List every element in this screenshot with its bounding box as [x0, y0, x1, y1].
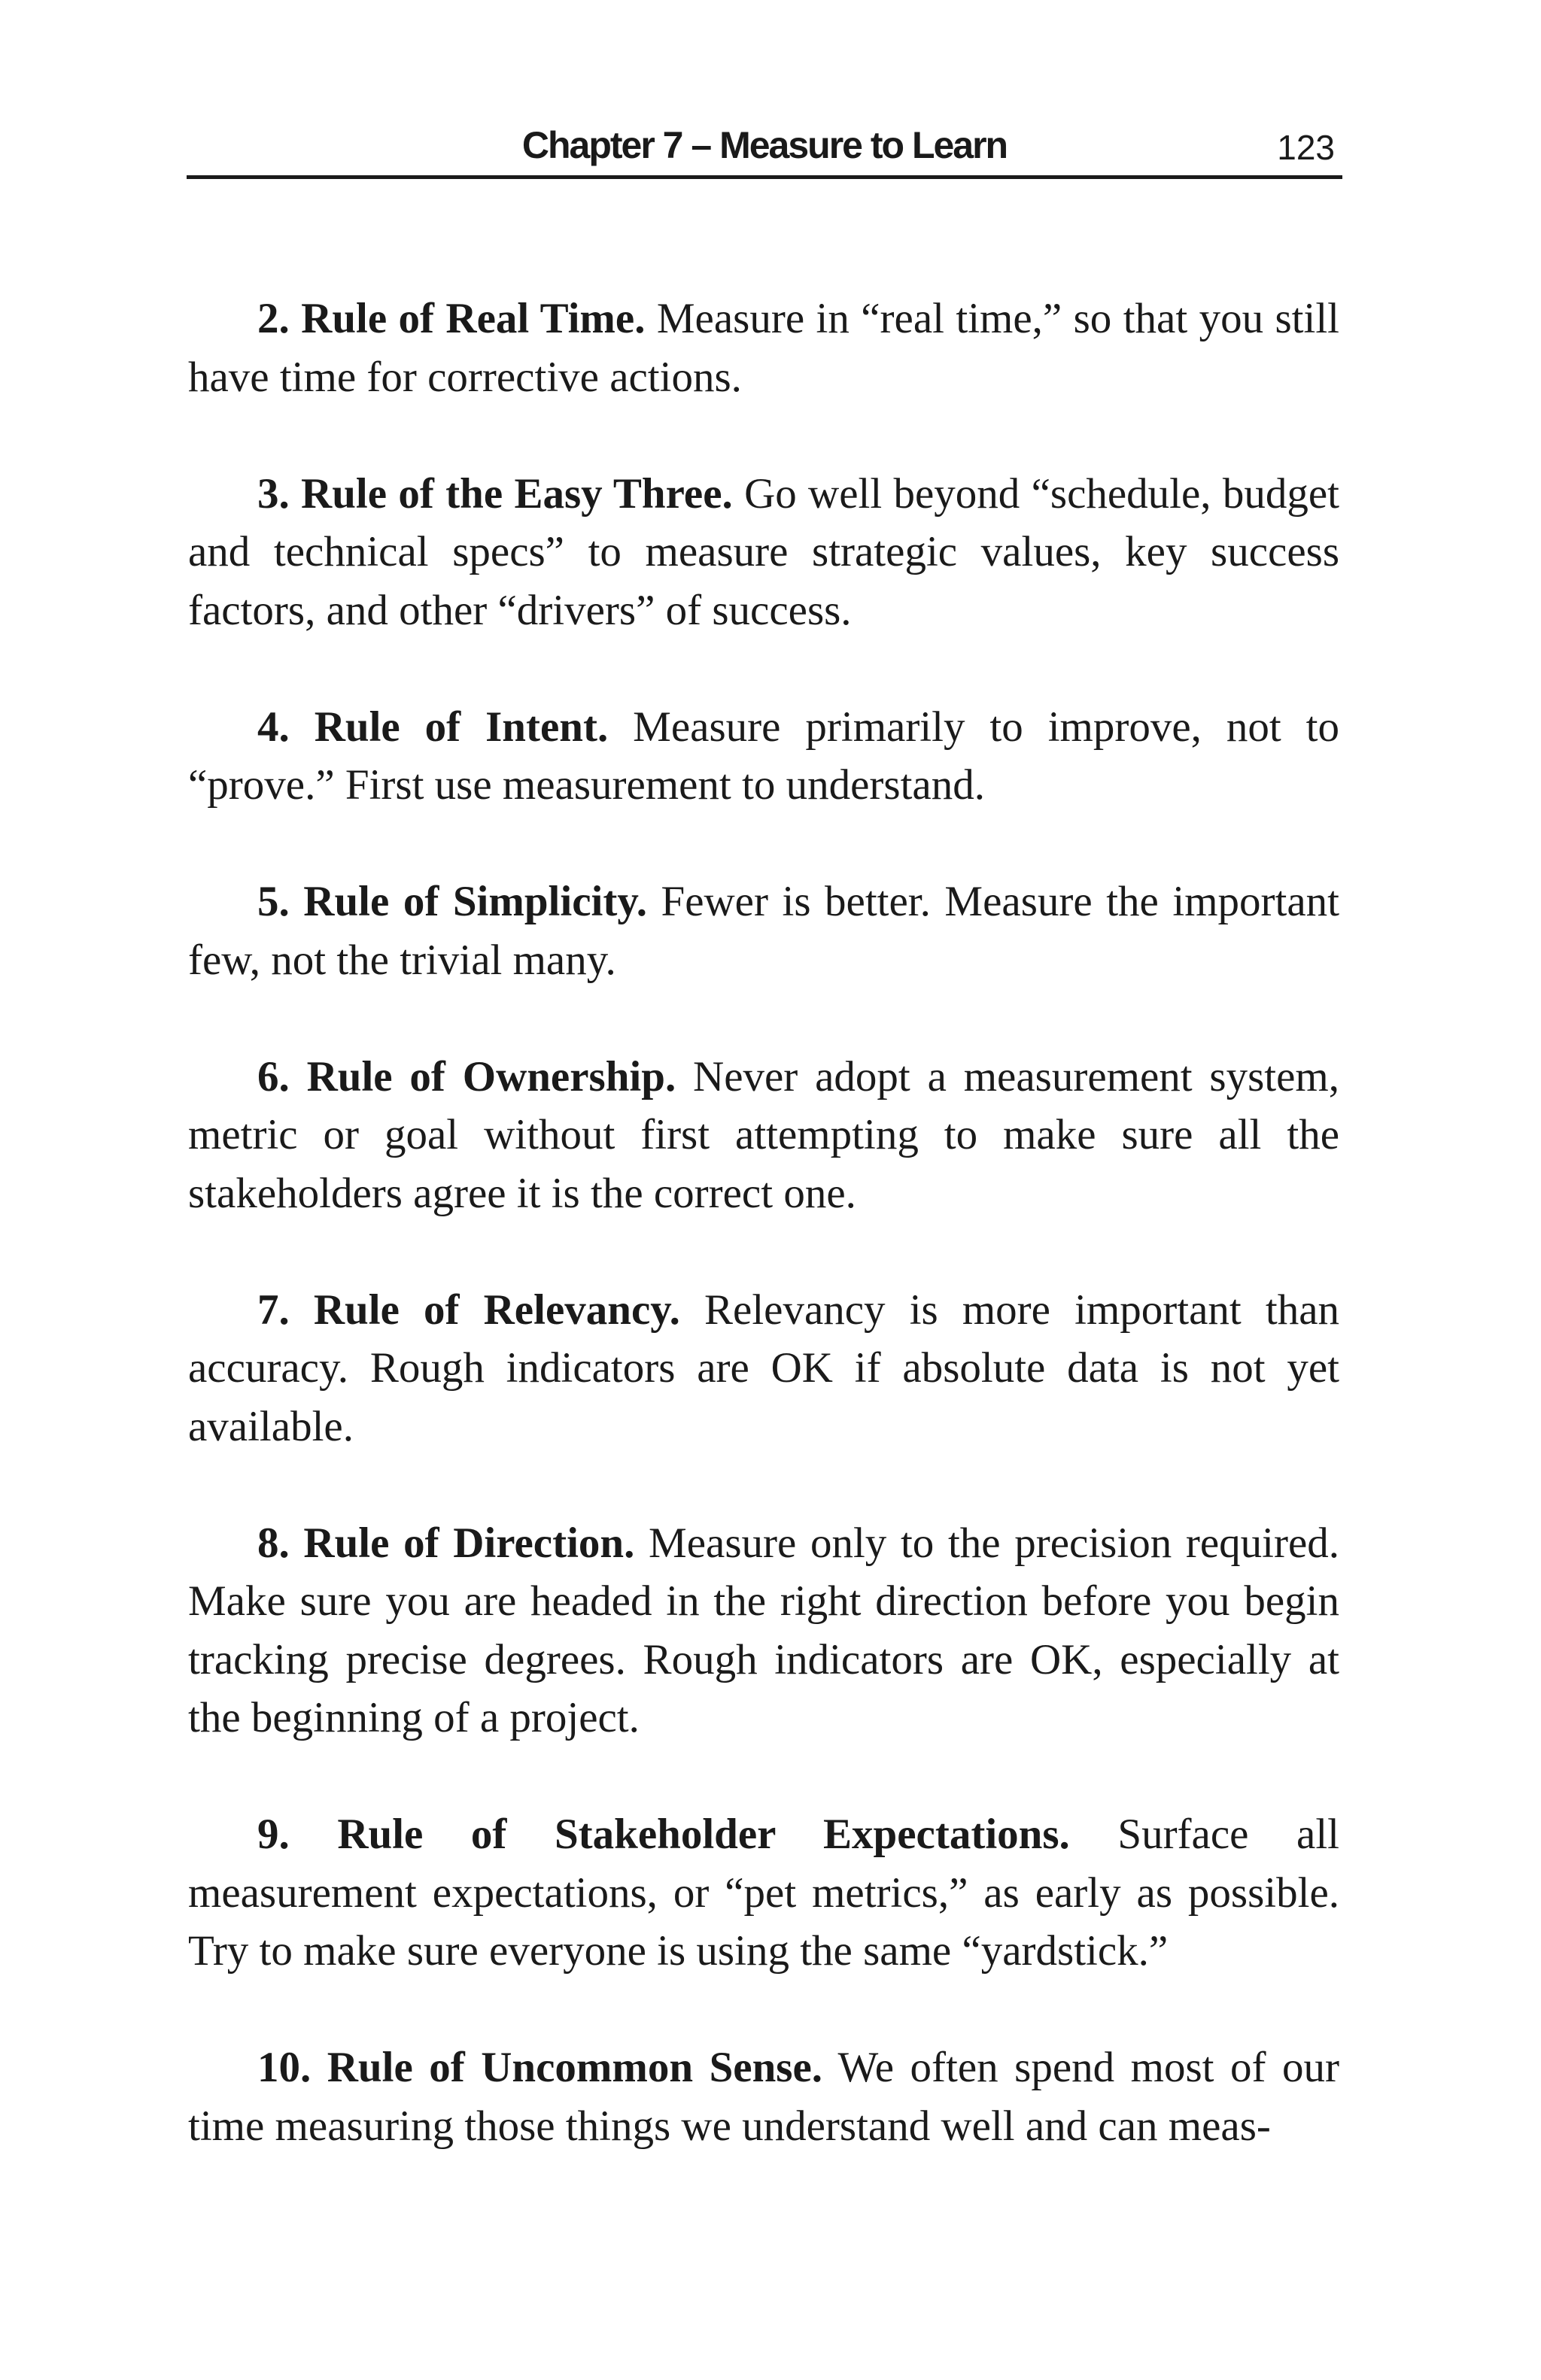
rule-text: Measure only to the precision required. Make sure you are headed in the right direction before you begin tracking precise degrees. Rough indicators are OK, especially at the beginning of a project. [188, 1519, 1340, 1741]
rule-text: Surface all measurement expectations, or “pet metrics,” as early as possible. Try to make sure everyone is using the same “yardstick.” [188, 1811, 1339, 1975]
rule-text: Measure primarily to improve, not to “prove.” First use measurement to understand. [188, 703, 1340, 809]
rule-heading: 9. Rule of Stakeholder Expectations. [257, 1811, 1070, 1858]
running-head [187, 119, 1342, 179]
rule-heading: 2. Rule of Real Time. [257, 295, 646, 342]
rule-text: Fewer is better. Measure the important few, not the trivial many. [188, 878, 1340, 984]
rule-heading: 3. Rule of the Easy Three. [257, 469, 733, 518]
rule-heading: 8. Rule of Direction. [257, 1519, 635, 1567]
chapter-title: Chapter 7 – Measure to Learn [521, 124, 1008, 166]
rule-text: Measure in “real time,” so that you still have time for corrective actions. [188, 295, 1340, 401]
rule-text: Relevancy is more important than accuracy. Rough indicators are OK if absolute data is not yet available. [188, 1286, 1340, 1450]
rule-heading: 6. Rule of Ownership. [257, 1052, 676, 1100]
rule-text: Never adopt a measurement system, metric or goal without first attempting to make sure all the stakeholders agree it is the correct one. [188, 1052, 1340, 1217]
rule-heading: 7. Rule of Relevancy. [257, 1286, 680, 1334]
body-text [188, 290, 1339, 2214]
rule-paragraph [188, 290, 1339, 406]
rule-text: Go well beyond “schedule, budget and technical specs” to measure strategic values, key success factors, and other “drivers” of success. [188, 469, 1340, 634]
rule-heading: 4. Rule of Intent. [257, 703, 609, 751]
rule-paragraph [188, 1805, 1339, 1981]
rule-paragraph [188, 1281, 1339, 1456]
rule-paragraph [188, 873, 1339, 989]
page-number: 123 [1277, 128, 1335, 167]
rule-text: We often spend most of our time measuring those things we understand well and can meas- [188, 2044, 1339, 2150]
rule-paragraph [188, 2038, 1339, 2155]
rule-paragraph [188, 1514, 1339, 1747]
rule-paragraph [188, 1048, 1339, 1223]
rule-heading: 10. Rule of Uncommon Sense. [257, 2044, 823, 2091]
rule-heading: 5. Rule of Simplicity. [257, 878, 647, 925]
rule-paragraph [188, 698, 1339, 815]
rule-paragraph [188, 465, 1339, 640]
